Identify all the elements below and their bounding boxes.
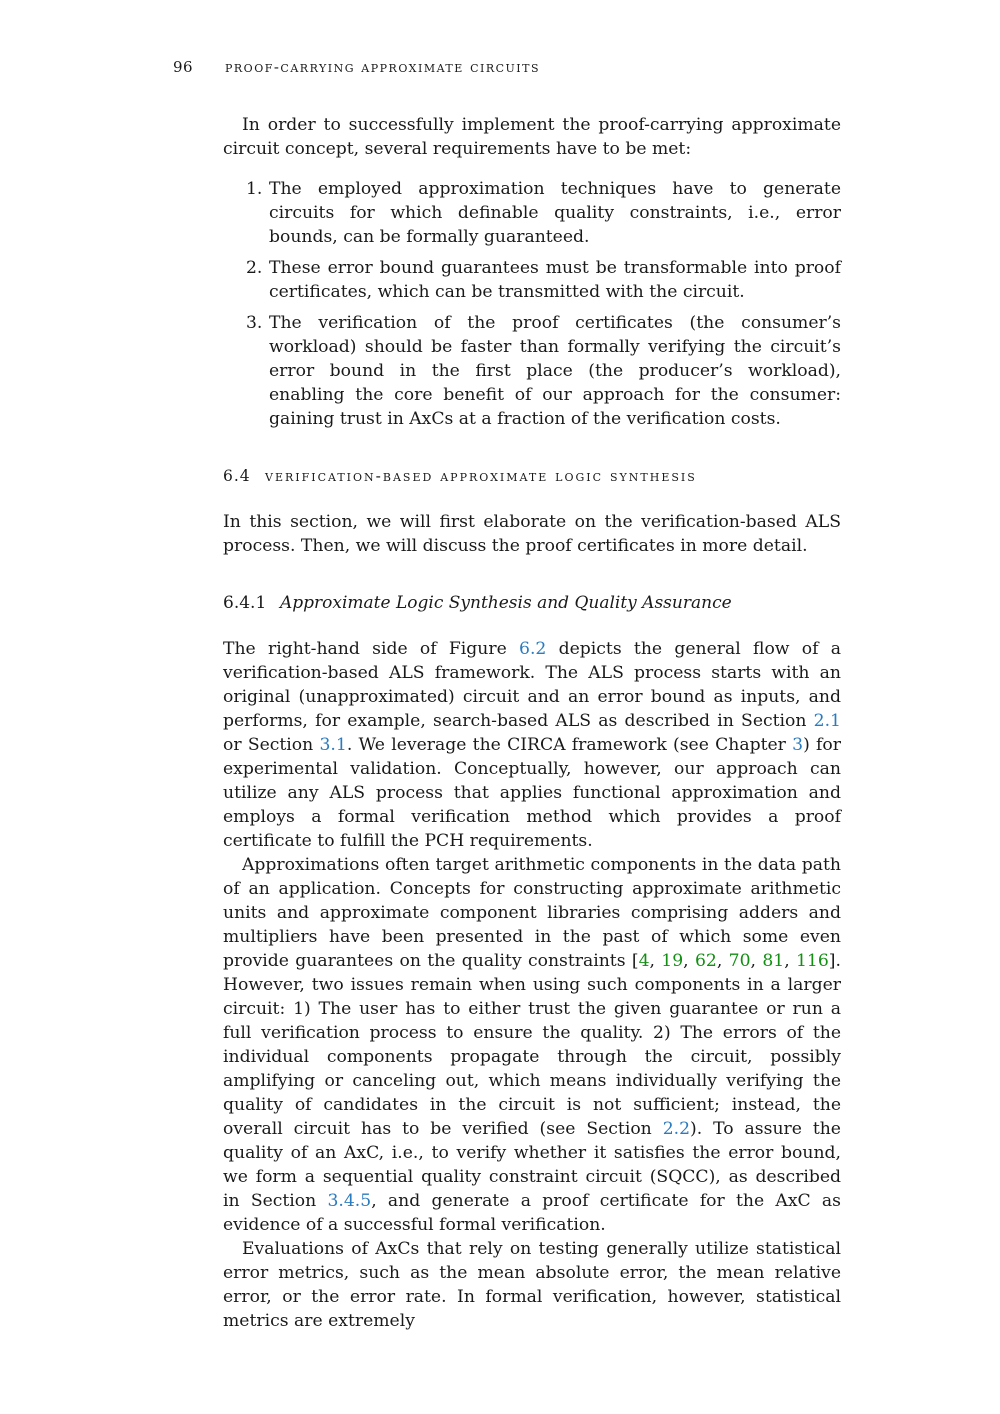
- list-item-number: 3.: [246, 313, 263, 333]
- list-item-number: 1.: [246, 179, 263, 199]
- list-item-text: The employed approximation techniques have to generate circuits for which definable quality constraints, i.e., error bounds, can be formally guaranteed.: [269, 179, 841, 247]
- list-item-text: The verification of the proof certificates (the consumer’s workload) should be faster than formally verifying the circuit’s error bound in the first place (the producer’s workload), enabling the core benefit of our approach for the consumer: gaining trust in AxCs at a fraction of the verification costs.: [269, 313, 841, 429]
- section-title: verification-based approximate logic synthesis: [265, 467, 697, 485]
- paragraph-approximations: Approximations often target arithmetic components in the data path of an application. Concepts for constructing approximate arithmetic units and approximate component libraries comprising adders and multipliers have been presented in the past of which some even provide guarantees on the quality constraints [4, 19, 62, 70, 81, 116]. However, two issues remain when using such components in a larger circuit: 1) The user has to either trust the given guarantee or run a full verification process to ensure the quality. 2) The errors of the individual components propagate through the circuit, possibly amplifying or canceling out, which means individually verifying the quality of candidates in the circuit is not sufficient; instead, the overall circuit has to be verified (see Section 2.2). To assure the quality of an AxC, i.e., to verify whether it satisfies the error bound, we form a sequential quality constraint circuit (SQCC), as described in Section 3.4.5, and generate a proof certificate for the AxC as evidence of a successful formal verification.: [223, 855, 841, 1235]
- citation-link[interactable]: 4: [638, 951, 650, 971]
- page-number: 96: [173, 58, 194, 76]
- list-item: [223, 177, 841, 249]
- citation-link[interactable]: 81: [762, 951, 785, 971]
- citation-link[interactable]: 116: [795, 951, 829, 971]
- citation-link[interactable]: 70: [728, 951, 751, 971]
- list-item-text: These error bound guarantees must be transformable into proof certificates, which can be transmitted with the circuit.: [269, 258, 841, 302]
- text-run: or Section: [223, 735, 320, 755]
- requirements-list: [223, 177, 841, 431]
- section-link[interactable]: 3.4.5: [327, 1191, 372, 1211]
- running-header: [173, 58, 540, 76]
- list-item: [223, 311, 841, 431]
- paragraph-als-flow: [223, 637, 841, 853]
- section-number: 6.4: [223, 467, 251, 485]
- text-run: ]. However, two issues remain when using such components in a larger circuit: 1) The user has to either trust the given guarantee or run a full verification process to ensure the quality. 2) The errors of the individual components propagate through the circuit, possibly amplifying or canceling out, which means individually verifying the quality of candidates in the circuit is not sufficient; instead, the overall circuit has to be verified (see Section: [223, 951, 841, 1139]
- intro-paragraph: In order to successfully implement the proof-carrying approximate circuit concept, several requirements have to be met:: [223, 115, 841, 159]
- text-run: The right-hand side of Figure: [223, 639, 520, 659]
- chapter-link[interactable]: 3: [792, 735, 804, 755]
- subsection-title: Approximate Logic Synthesis and Quality Assurance: [280, 593, 732, 613]
- section-link[interactable]: 3.1: [319, 735, 347, 755]
- list-item-number: 2.: [246, 258, 263, 278]
- text-run: ) for experimental validation. Conceptually, however, our approach can utilize any ALS process that applies functional approximation and employs a formal verification method which provides a proof certificate to fulfill the PCH requirements.: [223, 735, 841, 851]
- text-run: Approximations often target arithmetic components in the data path of an application. Concepts for constructing approximate arithmetic units and approximate component libraries comprising adders and multipliers have been presented in the past of which some even provide guarantees on the quality constraints [: [223, 855, 841, 971]
- section-link[interactable]: 2.2: [662, 1119, 691, 1139]
- text-run: ). To assure the quality of an AxC, i.e., to verify whether it satisfies the error bound, we form a sequential quality constraint circuit (SQCC), as described in Section: [223, 1119, 841, 1211]
- citation-link[interactable]: 19: [661, 951, 684, 971]
- section-heading: [223, 464, 841, 488]
- subsection-number: 6.4.1: [223, 593, 267, 613]
- section-link[interactable]: 2.1: [813, 711, 841, 731]
- text-run: depicts the general flow of a verification-based ALS framework. The ALS process starts with an original (unapproximated) circuit and an error bound as inputs, and performs, for example, search-based ALS as described in Section: [223, 639, 841, 731]
- running-title: proof-carrying approximate circuits: [225, 58, 541, 76]
- section-intro-paragraph: In this section, we will first elaborate on the verification-based ALS process. Then, we will discuss the proof certificates in more detail.: [223, 512, 841, 556]
- page-body: [223, 113, 841, 1333]
- subsection-heading: [223, 591, 841, 615]
- citation-link[interactable]: 62: [694, 951, 717, 971]
- paragraph-evaluations: Evaluations of AxCs that rely on testing generally utilize statistical error metrics, such as the mean absolute error, the mean relative error, or the error rate. In formal verification, however, statistical metrics are extremely: [223, 1239, 841, 1331]
- figure-link[interactable]: 6.2: [519, 639, 547, 659]
- text-run: . We leverage the CIRCA framework (see Chapter: [346, 735, 793, 755]
- text-run: , and generate a proof certificate for the AxC as evidence of a successful formal verification.: [223, 1191, 841, 1235]
- list-item: [223, 256, 841, 304]
